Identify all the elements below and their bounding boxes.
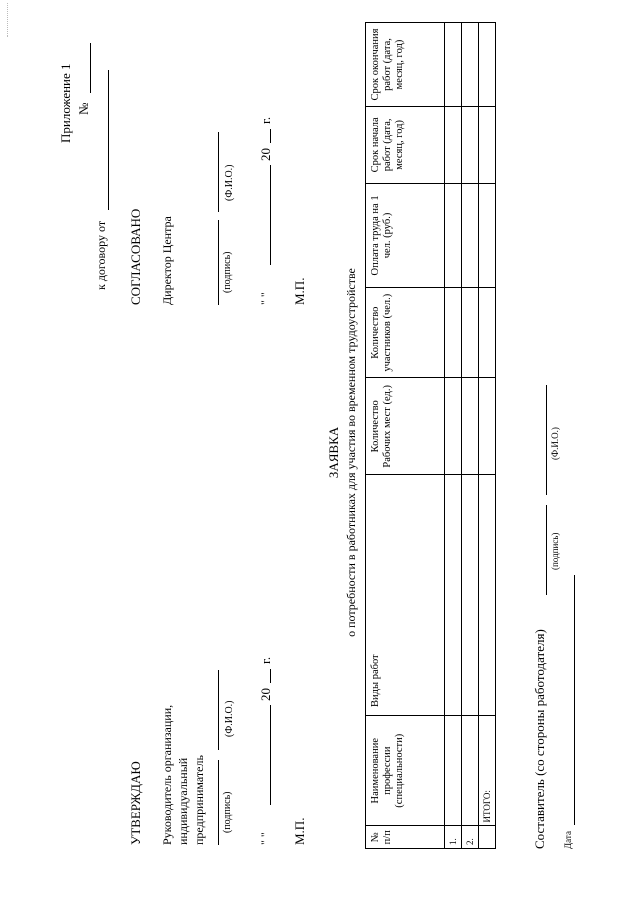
- table-cell[interactable]: [479, 106, 496, 183]
- approve-role-line2: индивидуальный: [176, 757, 190, 845]
- column-header: Срок начала работ (дата, месяц, год): [366, 106, 445, 183]
- agree-stamp: М.П.: [292, 277, 307, 305]
- table-cell[interactable]: [462, 378, 479, 475]
- table-cell[interactable]: [479, 183, 496, 287]
- table-cell[interactable]: [462, 715, 479, 826]
- table-cell[interactable]: [479, 378, 496, 475]
- approve-date-quotes: " ": [258, 832, 272, 845]
- column-header: Срок окончания работ (дата, месяц, год): [366, 23, 445, 107]
- appendix-number-label: №: [76, 102, 91, 115]
- table-cell[interactable]: [445, 106, 462, 183]
- table-cell[interactable]: [462, 288, 479, 378]
- approve-year: 20: [258, 688, 273, 701]
- row-number: 1.: [445, 826, 462, 849]
- approve-stamp: М.П.: [292, 817, 307, 845]
- approve-year-line: [270, 669, 271, 683]
- approve-role-line1: Руководитель организации,: [160, 704, 174, 845]
- total-label: ИТОГО:: [479, 715, 496, 826]
- table-cell[interactable]: [479, 475, 496, 716]
- approve-sign-line: [218, 760, 219, 845]
- table-cell[interactable]: [462, 183, 479, 287]
- table-header-row: [366, 23, 445, 849]
- table-cell[interactable]: [462, 23, 479, 107]
- compiler-name-line: [546, 385, 547, 495]
- agree-name-caption: (Ф.И.О.): [224, 164, 235, 201]
- table-cell[interactable]: [445, 23, 462, 107]
- table-total-row: [479, 23, 496, 849]
- column-header: Наименование профессии (специальности): [366, 715, 445, 826]
- table-cell[interactable]: [479, 23, 496, 107]
- table-cell[interactable]: [479, 288, 496, 378]
- approve-title: УТВЕРЖДАЮ: [128, 761, 143, 845]
- approve-date-line: [270, 705, 271, 805]
- contract-date-line: [108, 70, 109, 210]
- agree-year-suffix: г.: [258, 116, 273, 124]
- table-row: [445, 23, 462, 849]
- table-cell[interactable]: [445, 183, 462, 287]
- compiler-label: Составитель (со стороны работодателя): [532, 629, 547, 849]
- agree-role: Директор Центра: [160, 216, 174, 305]
- column-header: Виды работ: [366, 475, 445, 716]
- approve-sign-caption: (подпись): [222, 791, 233, 833]
- approve-name-line: [218, 670, 219, 750]
- row-number: 2.: [462, 826, 479, 849]
- agree-date-line: [270, 165, 271, 265]
- compiler-name-caption: (Ф.И.О.): [550, 427, 560, 460]
- request-title: ЗАЯВКА: [326, 426, 341, 479]
- request-table: [365, 22, 496, 849]
- approve-year-suffix: г.: [258, 656, 273, 664]
- table-cell: [479, 826, 496, 849]
- agree-year-line: [270, 129, 271, 143]
- approve-role-line3: предприниматель: [192, 755, 206, 845]
- agree-name-line: [218, 132, 219, 212]
- margin-mark: [7, 3, 8, 37]
- compiler-sign-caption: (подпись): [550, 532, 560, 570]
- table-cell[interactable]: [445, 378, 462, 475]
- table-cell[interactable]: [445, 288, 462, 378]
- agree-sign-caption: (подпись): [222, 251, 233, 293]
- table-cell[interactable]: [462, 106, 479, 183]
- column-header: Количество Рабочих мест (ед.): [366, 378, 445, 475]
- agree-title: СОГЛАСОВАНО: [128, 208, 143, 305]
- column-header: Количество участников (чел.): [366, 288, 445, 378]
- approve-name-caption: (Ф.И.О.): [224, 700, 235, 737]
- table-cell[interactable]: [445, 715, 462, 826]
- appendix-number-line: [90, 43, 91, 93]
- agree-year: 20: [258, 148, 273, 161]
- agree-sign-line: [218, 220, 219, 305]
- date-line: [574, 575, 575, 825]
- table-row: [462, 23, 479, 849]
- date-label: Дата: [563, 831, 573, 849]
- table-cell[interactable]: [462, 475, 479, 716]
- column-header: Оплата труда на 1 чел. (руб.): [366, 183, 445, 287]
- contract-label: к договору от: [94, 220, 108, 290]
- appendix-title: Приложение 1: [58, 63, 73, 143]
- column-header: № п/п: [366, 826, 445, 849]
- request-subtitle: о потребности в работниках для участия во временном трудоустройстве: [344, 268, 358, 637]
- compiler-sign-line: [546, 505, 547, 595]
- agree-date-quotes: " ": [258, 292, 272, 305]
- table-cell[interactable]: [445, 475, 462, 716]
